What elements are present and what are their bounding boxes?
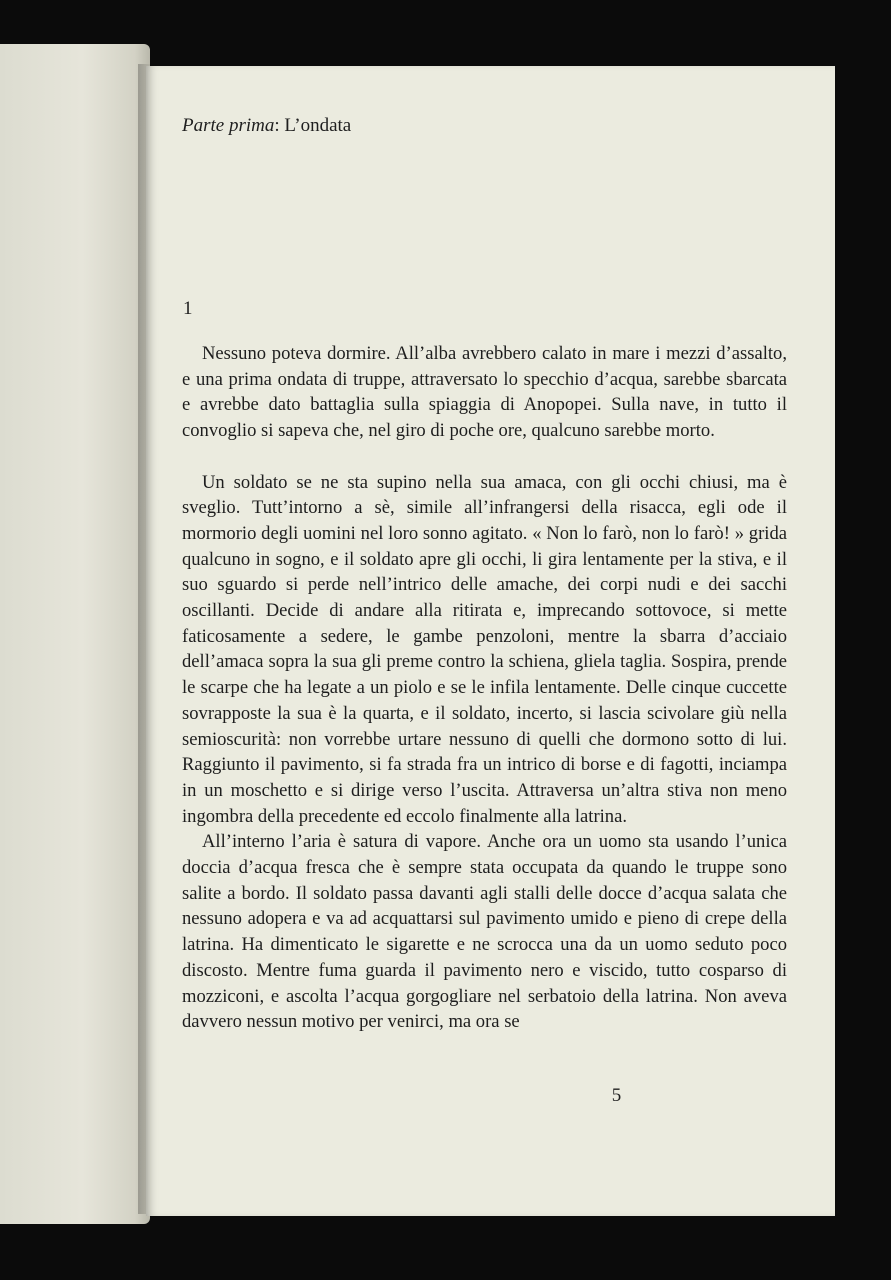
chapter-number: 1	[183, 298, 193, 319]
body-text	[182, 341, 787, 1035]
left-page	[0, 44, 150, 1224]
running-head-title: L’ondata	[284, 115, 352, 136]
running-head	[182, 115, 351, 137]
page-number-container	[0, 1085, 891, 1107]
page-number: 5	[611, 1085, 622, 1106]
running-head-part: Parte prima	[182, 115, 275, 136]
paragraph: Un soldato se ne sta supino nella sua amaca, con gli occhi chiusi, ma è sveglio. Tutt’intorno a sè, simile all’infrangersi della risacca, egli ode il mormorio degli uomini nel loro sonno agitato. « Non lo farò, non lo farò! » grida qualcuno in sogno, e il soldato apre gli occhi, li gira lentamente per la stiva, e il suo sguardo si perde nell’intrico delle amache, dei corpi nudi e dei sacchi oscillanti. Decide di andare alla ritirata e, imprecando sottovoce, si mette faticosamente a sedere, le gambe penzoloni, mentre la sbarra d’acciaio dell’amaca sopra la sua gli preme contro la schiena, gliela taglia. Sospira, prende le scarpe che ha legate a un piolo e se le infila lentamente. Delle cinque cuccette sovrapposte la sua è la quarta, e il soldato, incerto, si lascia scivolare giù nella semioscurità: non vorrebbe urtare nessuno di quelli che dormono sotto di lui. Raggiunto il pavimento, si fa strada fra un intrico di borse e di fagotti, inciampa in un moschetto e si dirige verso l’uscita. Attraversa un’altra stiva non meno ingombra della precedente ed eccolo finalmente alla latrina.	[182, 471, 787, 827]
paragraph: All’interno l’aria è satura di vapore. Anche ora un uomo sta usando l’unica doccia d’acqua fresca che è sempre stata occupata da quando le truppe sono salite a bordo. Il soldato passa davanti agli stalli delle docce d’acqua salata che nessuno adopera e va ad acquattarsi sul pavimento umido e pieno di crepe della latrina. Ha dimenticato le sigarette e ne scrocca una da un uomo seduto poco discosto. Mentre fuma guarda il pavimento nero e viscido, tutto cosparso di mozziconi, e ascolta l’acqua gorgogliare nel serbatoio della latrina. Non aveva davvero nessun motivo per venirci, ma ora se	[182, 831, 787, 1033]
running-head-separator: :	[274, 115, 285, 136]
paragraph: Nessuno poteva dormire. All’alba avrebbero calato in mare i mezzi d’assalto, e una prima ondata di truppe, attraversato lo specchio d’acqua, sarebbe sbarcata e avrebbe dato battaglia sulla spiaggia di Anopopei. Sulla nave, in tutto il convoglio si sapeva che, nel giro di poche ore, qualcuno sarebbe morto.	[182, 343, 787, 442]
